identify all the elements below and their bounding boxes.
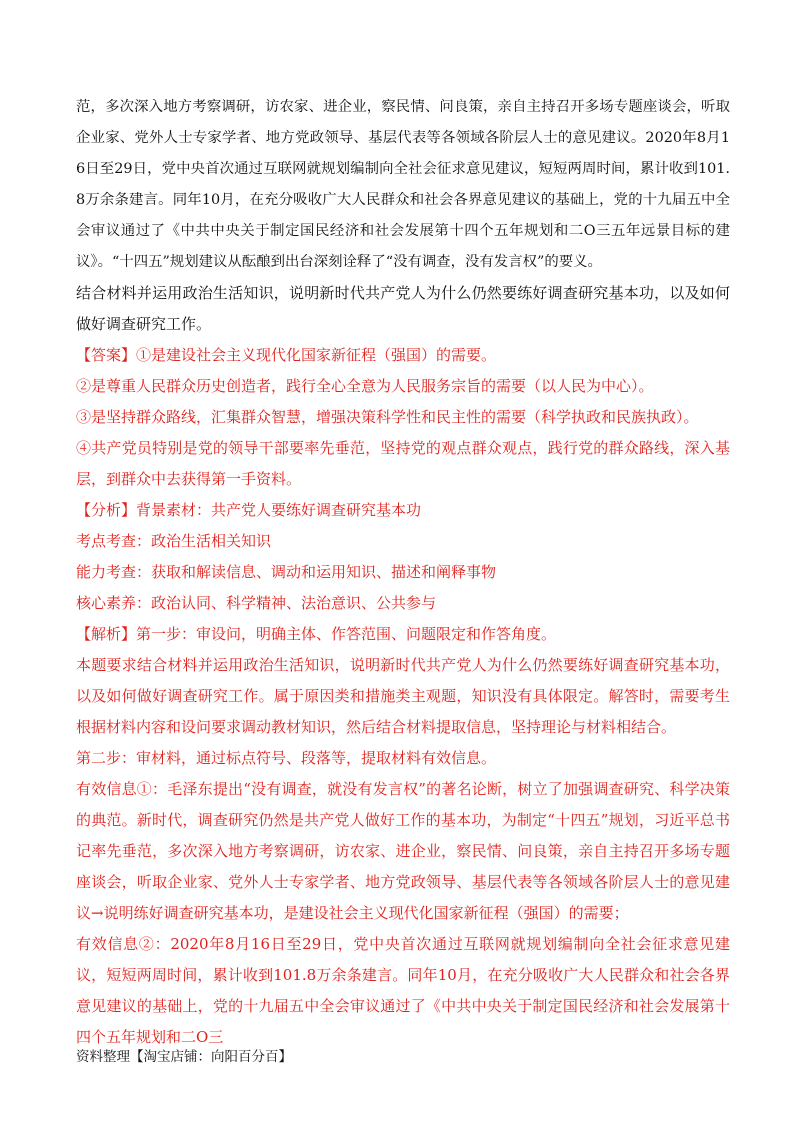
analysis-line: 有效信息①：毛泽东提出“没有调查，就没有发言权”的著名论断，树立了加强调查研究、科学决策的典范。新时代，调查研究仍然是共产党人做好工作的基本功，为制定“十四五”规划，习近平总书记率先垂范，多次深入地方考察调研，访农家、进企业，察民情、问良策，亲自主持召开多场专题座谈会，听取企业家、党外人士专家学者、地方党政领导、基层代表等各领域各阶层人士的意见建议→说明练好调查研究基本功，是建设社会主义现代化国家新征程（强国）的需要； [76, 780, 730, 922]
analysis-line: 【分析】背景素材：共产党人要练好调查研究基本功 [76, 501, 422, 519]
answer-line: ③是坚持群众路线，汇集群众智慧，增强决策科学性和民主性的需要（科学执政和民族执政）。 [76, 408, 699, 426]
analysis-line: 有效信息②：2020年8月16日至29日，党中央首次通过互联网就规划编制向全社会征求意见建议，短短两周时间，累计收到101.8万余条建言。同年10月，在充分吸收广大人民群众和社会各界意见建议的基础上，党的十九届五中全会审议通过了《中共中央关于制定国民经济和社会发展第十四个五年规划和二O三 [76, 935, 730, 1046]
analysis-line: 能力考查：获取和解读信息、调动和运用知识、描述和阐释事物 [76, 563, 497, 581]
analysis-line: 核心素养：政治认同、科学精神、法治意识、公共参与 [76, 594, 437, 612]
answer-line: ②是尊重人民群众历史创造者，践行全心全意为人民服务宗旨的需要（以人民为中心）。 [76, 377, 654, 395]
answer-line: 【答案】①是建设社会主义现代化国家新征程（强国）的需要。 [76, 346, 497, 364]
analysis-line: 本题要求结合材料并运用政治生活知识，说明新时代共产党人为什么仍然要练好调查研究基本功，以及如何做好调查研究工作。属于原因类和措施类主观题，知识没有具体限定。解答时，需要考生根据材料内容和设问要求调动教材知识，然后结合材料提取信息，坚持理论与材料相结合。 [76, 656, 730, 736]
document-body [76, 92, 730, 1053]
question-text: 结合材料并运用政治生活知识，说明新时代共产党人为什么仍然要练好调查研究基本功，以及如何做好调查研究工作。 [76, 284, 730, 333]
analysis-line: 考点考查：政治生活相关知识 [76, 532, 272, 550]
analysis-line: 第二步：审材料，通过标点符号、段落等，提取材料有效信息。 [76, 749, 497, 767]
analysis-line: 【解析】第一步：审设问，明确主体、作答范围、问题限定和作答角度。 [76, 625, 557, 643]
material-paragraph: 范，多次深入地方考察调研，访农家、进企业，察民情、问良策，亲自主持召开多场专题座谈会，听取企业家、党外人士专家学者、地方党政领导、基层代表等各领域各阶层人士的意见建议。2020年8月16日至29日，党中央首次通过互联网就规划编制向全社会征求意见建议，短短两周时间，累计收到101.8万余条建言。同年10月，在充分吸收广大人民群众和社会各界意见建议的基础上，党的十九届五中全会审议通过了《中共中央关于制定国民经济和社会发展第十四个五年规划和二O三五年远景目标的建议》。“十四五”规划建议从酝酿到出台深刻诠释了“没有调查，没有发言权”的要义。 [76, 99, 730, 270]
answer-line: ④共产党员特别是党的领导干部要率先垂范，坚持党的观点群众观点，践行党的群众路线，深入基层，到群众中去获得第一手资料。 [76, 439, 730, 488]
page-footer: 资料整理【淘宝店铺：向阳百分百】 [76, 1049, 292, 1065]
